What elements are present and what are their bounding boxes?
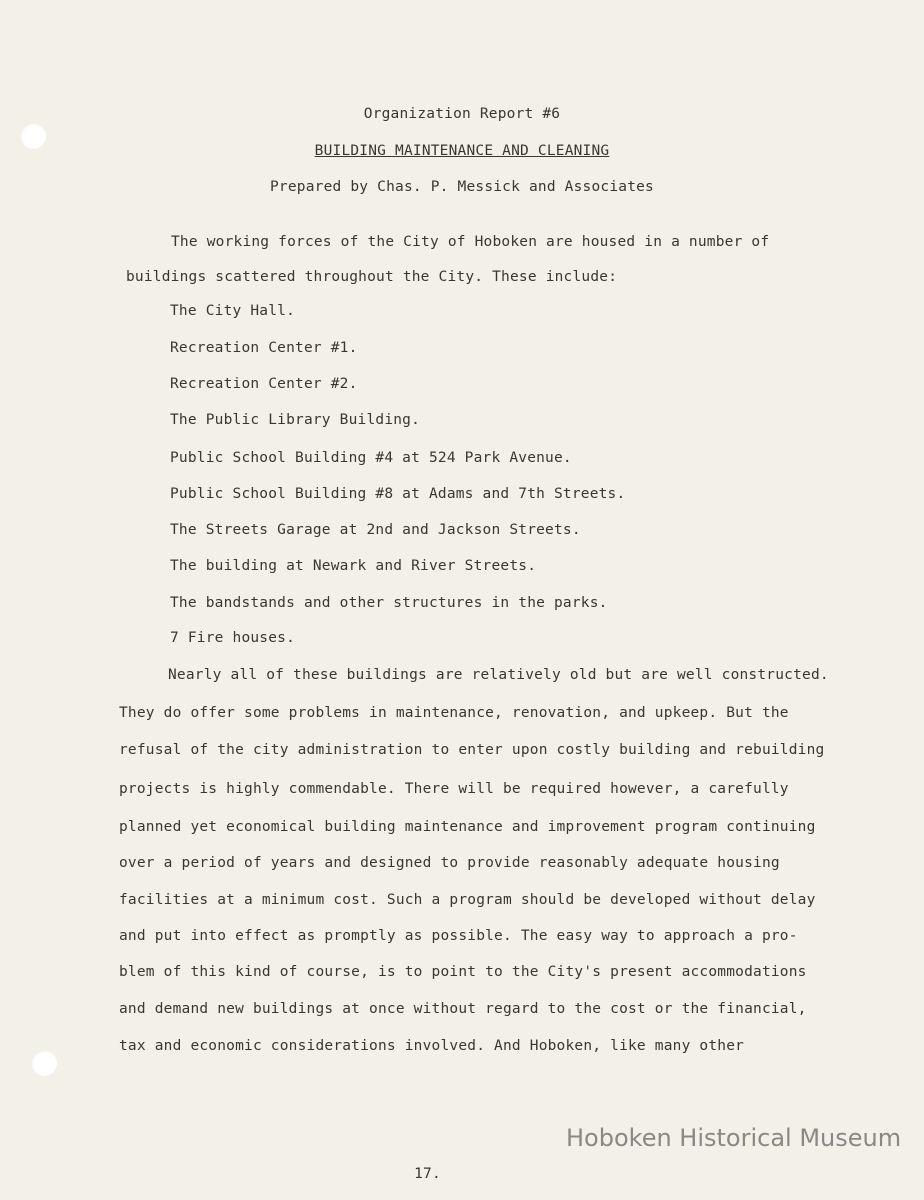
body-line: over a period of years and designed to provide reasonably adequate housing: [119, 855, 780, 871]
page-number: 17.: [414, 1166, 441, 1182]
building-list-item: 7 Fire houses.: [170, 630, 296, 646]
building-list-item: Recreation Center #2.: [170, 376, 358, 392]
report-subject: BUILDING MAINTENANCE AND CLEANING: [314, 143, 610, 159]
body-line: tax and economic considerations involved. And Hoboken, like many other: [119, 1038, 745, 1054]
report-title: Organization Report #6: [363, 106, 561, 122]
intro-line: The working forces of the City of Hoboken are housed in a number of: [171, 234, 770, 250]
building-list-item: The bandstands and other structures in the parks.: [170, 595, 608, 611]
body-line: They do offer some problems in maintenance, renovation, and upkeep. But the: [119, 705, 789, 721]
body-line: projects is highly commendable. There will be required however, a carefully: [119, 781, 789, 797]
building-list-item: The Streets Garage at 2nd and Jackson Streets.: [170, 522, 581, 538]
museum-watermark: Hoboken Historical Museum: [566, 1124, 902, 1152]
prepared-by: Prepared by Chas. P. Messick and Associates: [270, 179, 654, 195]
building-list-item: Recreation Center #1.: [170, 340, 358, 356]
intro-line: buildings scattered throughout the City. These include:: [126, 269, 618, 285]
body-line: blem of this kind of course, is to point to the City's present accommodations: [119, 964, 807, 980]
building-list-item: The building at Newark and River Streets.: [170, 558, 537, 574]
building-list-item: The City Hall.: [170, 303, 296, 319]
body-line: facilities at a minimum cost. Such a program should be developed without delay: [119, 892, 816, 908]
body-line: planned yet economical building maintenance and improvement program continuing: [119, 819, 816, 835]
body-line: and put into effect as promptly as possible. The easy way to approach a pro-: [119, 928, 798, 944]
building-list-item: The Public Library Building.: [170, 412, 421, 428]
body-line: Nearly all of these buildings are relatively old but are well constructed.: [168, 667, 829, 683]
punch-hole-bottom: [31, 1050, 57, 1076]
body-line: and demand new buildings at once without regard to the cost or the financial,: [119, 1001, 807, 1017]
building-list-item: Public School Building #8 at Adams and 7th Streets.: [170, 486, 626, 502]
building-list-item: Public School Building #4 at 524 Park Avenue.: [170, 450, 572, 466]
body-line: refusal of the city administration to enter upon costly building and rebuilding: [119, 742, 825, 758]
